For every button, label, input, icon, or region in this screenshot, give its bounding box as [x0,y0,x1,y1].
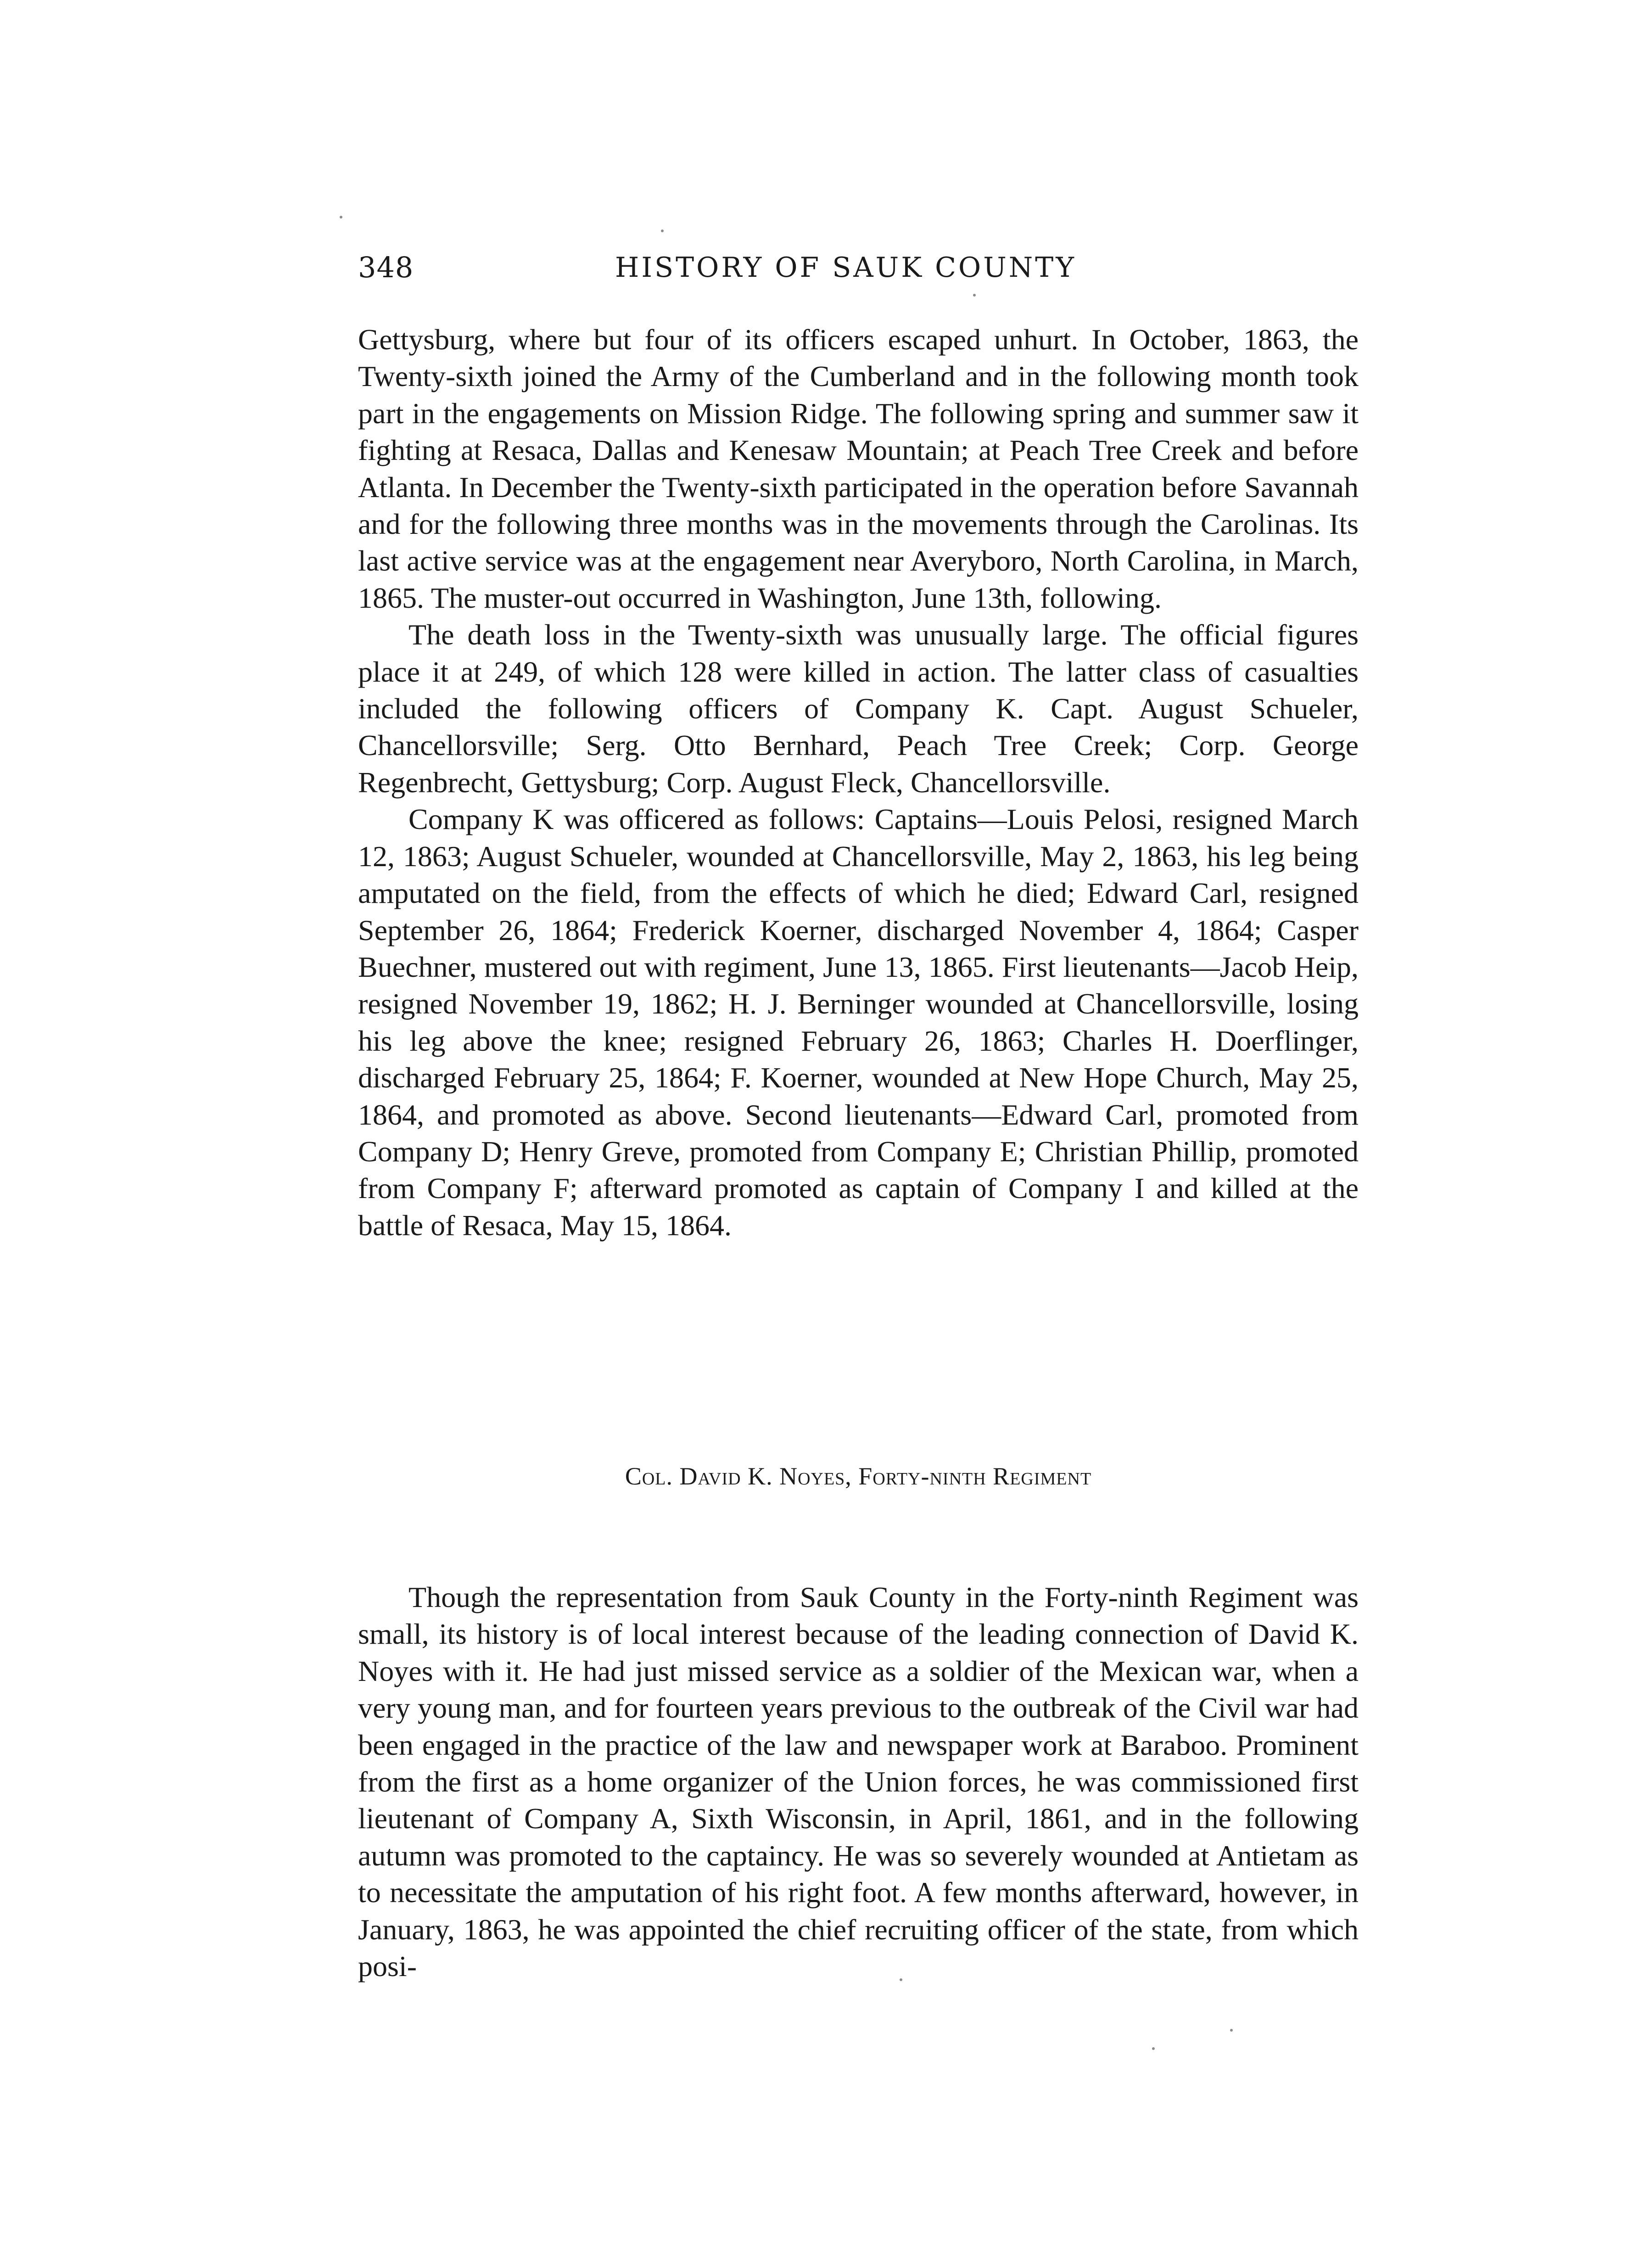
scan-speck [661,230,664,232]
scan-speck [1230,2029,1233,2032]
body-text-lower [358,1579,1359,1985]
body-text-upper [358,321,1359,1244]
running-title: HISTORY OF SAUK COUNTY [615,252,1076,284]
paragraph-company-k-officers: Company K was officered as follows: Captains—Louis Pelosi, resigned March 12, 1863; August Schueler, wounded at Chancellorsville, May 2, 1863, his leg being amputated on the field, from the effects of which he died; Edward Carl, resigned September 26, 1864; Frederick Koerner, discharged November 4, 1864; Casper Buechner, mustered out with regiment, June 13, 1865. First lieutenants—Jacob Heip, resigned November 19, 1862; H. J. Berninger wounded at Chancellorsville, losing his leg above the knee; resigned February 26, 1863; Charles H. Doerflinger, discharged February 25, 1864; F. Koerner, wounded at New Hope Church, May 25, 1864, and promoted as above. Second lieutenants—Edward Carl, promoted from Company D; Henry Greve, promoted from Company E; Christian Phillip, promoted from Company F; afterward promoted as captain of Company I and killed at the battle of Resaca, May 15, 1864. [358,803,1359,1242]
page-header [358,243,1359,298]
section-heading: Col. David K. Noyes, Forty-ninth Regiment [625,1462,1092,1490]
scan-speck [973,294,976,297]
paragraph-death-loss: The death loss in the Twenty-sixth was unusually large. The official figures place it at 249, of which 128 were killed in action. The latter class of casualties included the following officers of Company K. Capt. August Schueler, Chancellorsville; Serg. Otto Bernhard, Peach Tree Creek; Corp. George Regenbrecht, Gettysburg; Corp. August Fleck, Chancellorsville. [358,618,1359,799]
paragraph-noyes: Though the representation from Sauk County in the Forty-ninth Regiment was small, its history is of local interest because of the leading connection of David K. Noyes with it. He had just missed service as a soldier of the Mexican war, when a very young man, and for fourteen years previous to the outbreak of the Civil war had been engaged in the practice of the law and newspaper work at Baraboo. Prominent from the first as a home organizer of the Union forces, he was commissioned first lieutenant of Company A, Sixth Wisconsin, in April, 1861, and in the following autumn was promoted to the captaincy. He was so severely wounded at Antietam as to necessitate the amputation of his right foot. A few months afterward, however, in January, 1863, he was appointed the chief recruiting officer of the state, from which posi- [358,1581,1359,1983]
scan-speck [900,1978,902,1981]
paragraph-continued: Gettysburg, where but four of its officers escaped unhurt. In October, 1863, the Twenty-sixth joined the Army of the Cumberland and in the following month took part in the engagements on Mission Ridge. The following spring and summer saw it fighting at Resaca, Dallas and Kenesaw Mountain; at Peach Tree Creek and before Atlanta. In December the Twenty-sixth participated in the operation before Savannah and for the following three months was in the movements through the Carolinas. Its last active service was at the engagement near Averyboro, North Carolina, in March, 1865. The muster-out occurred in Washington, June 13th, following. [358,323,1359,614]
scan-speck [1152,2047,1155,2050]
page-number: 348 [358,251,414,284]
scan-speck [340,216,342,218]
